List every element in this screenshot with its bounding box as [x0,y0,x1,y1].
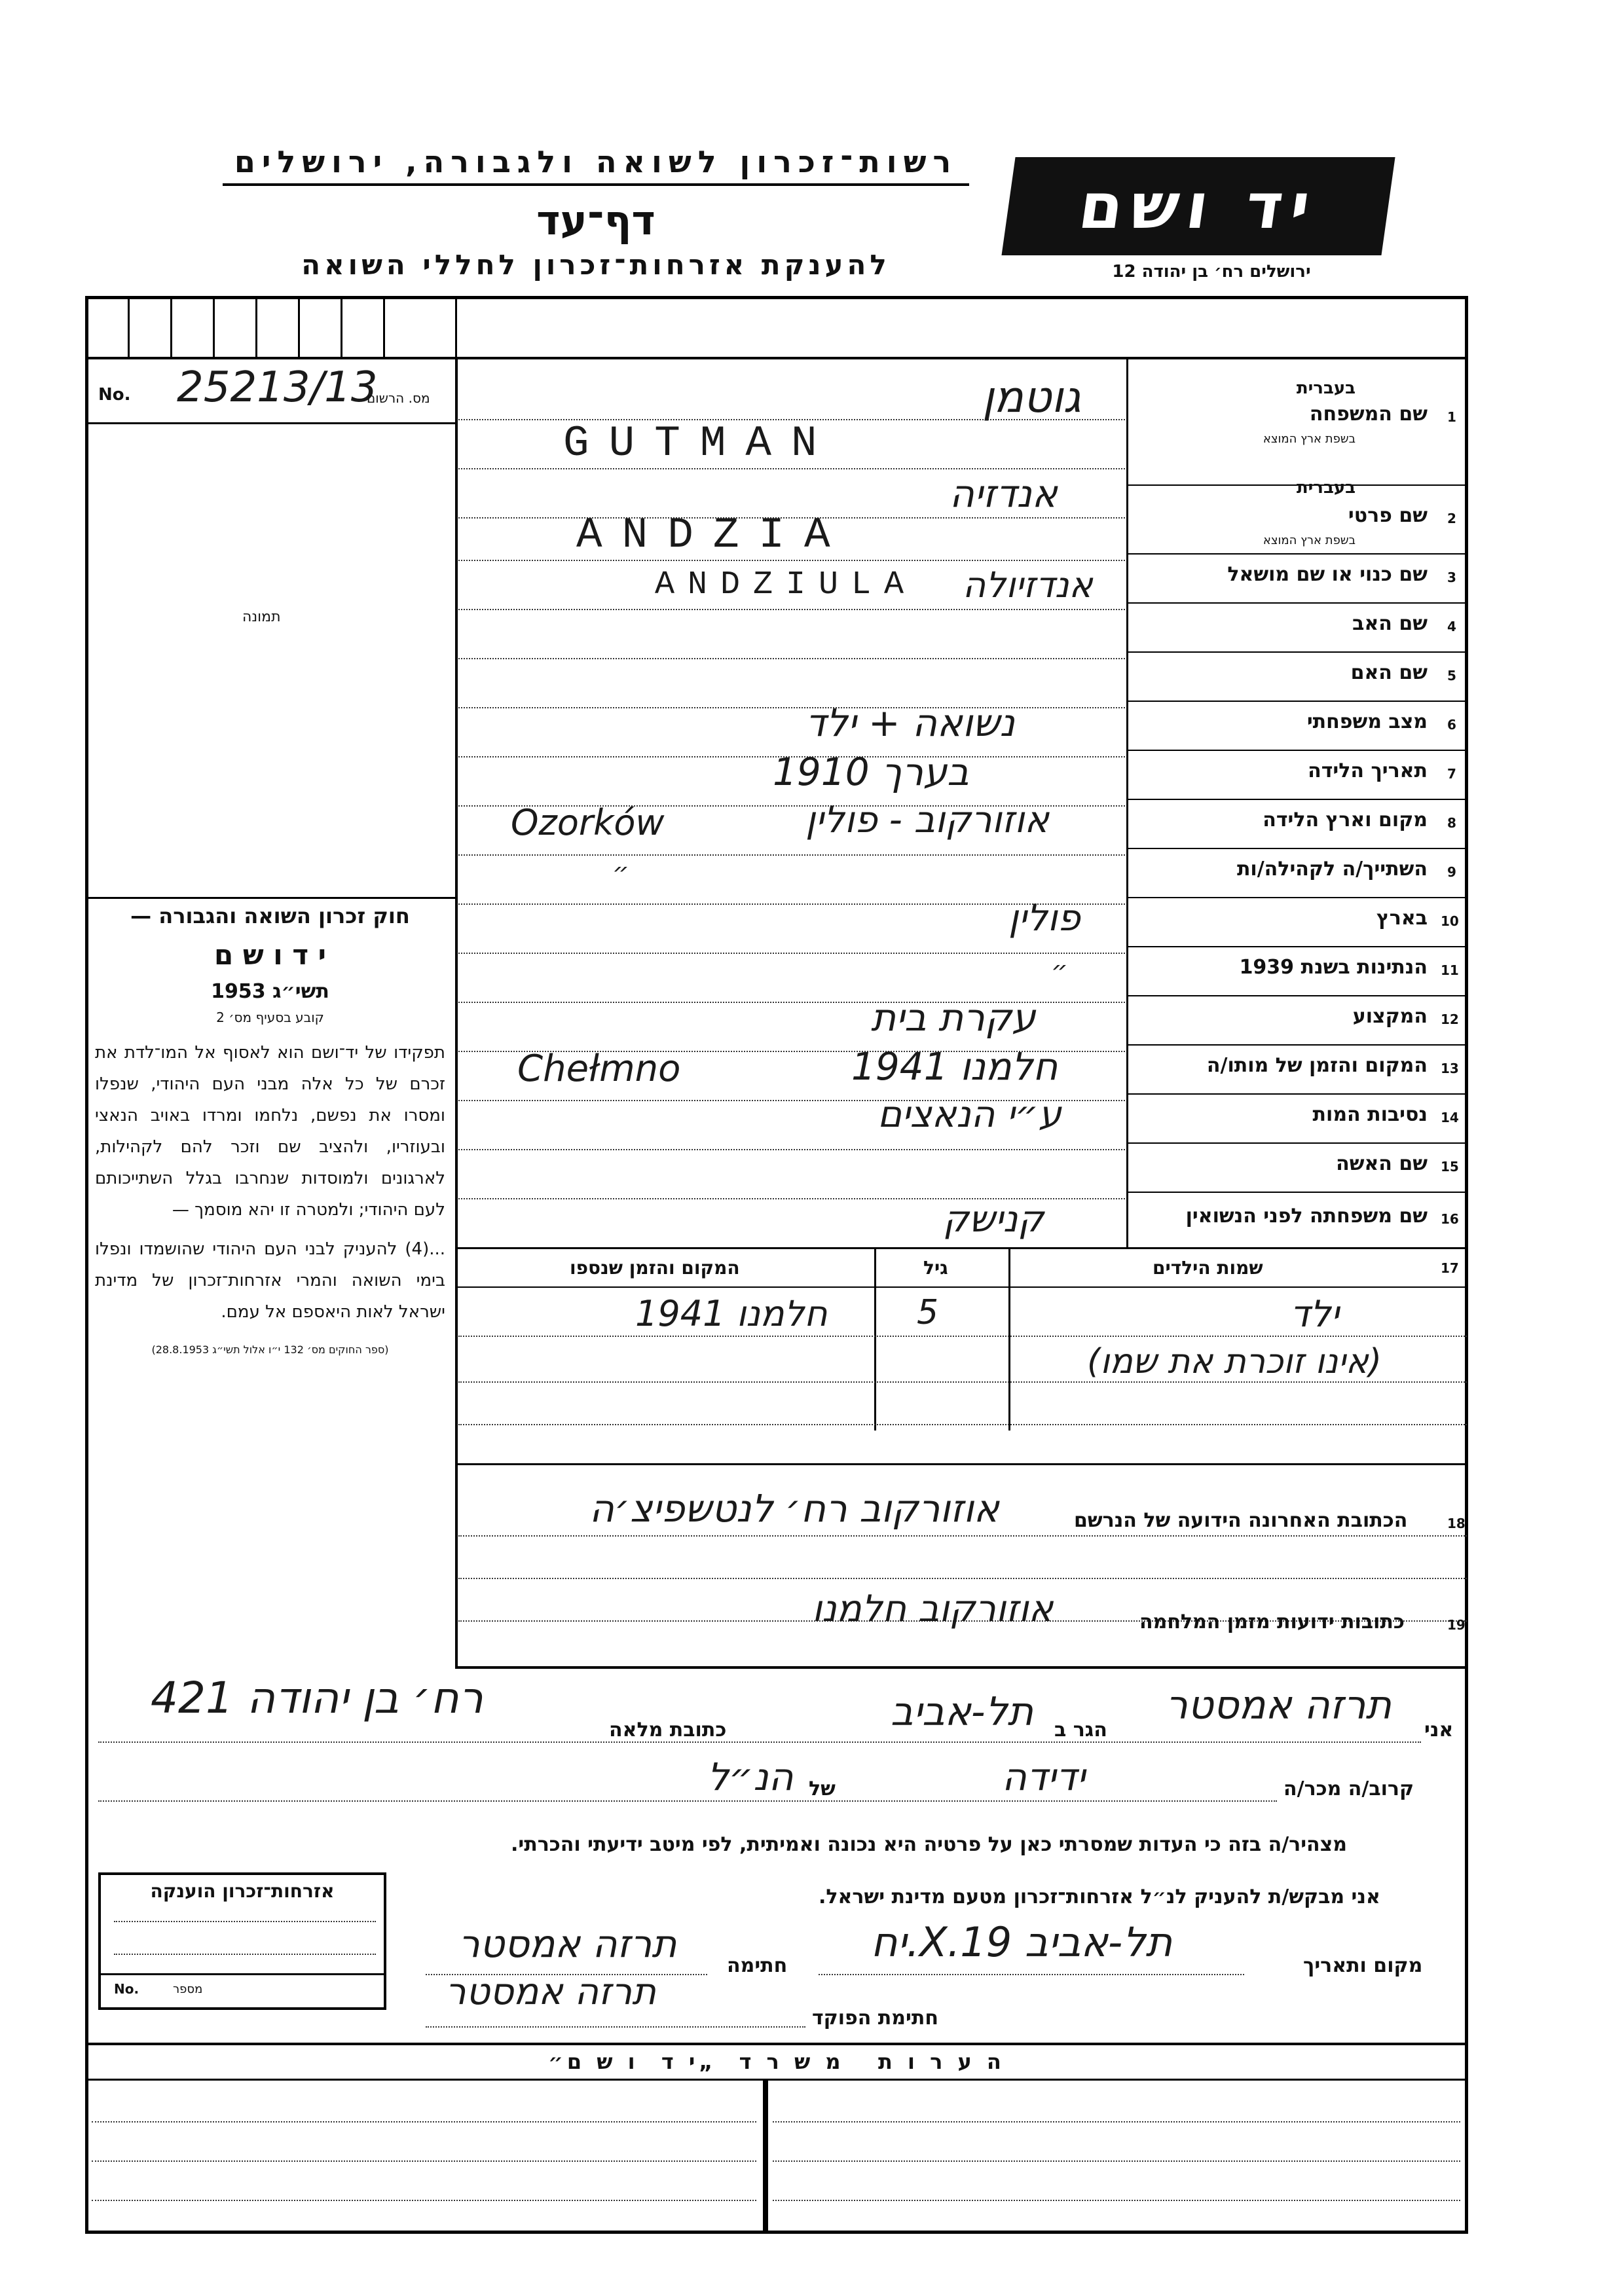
field-10-number: 10 [1441,913,1459,929]
field-5-number: 5 [1447,668,1456,683]
field-6-number: 6 [1447,717,1456,733]
decl-relative-label: קרוב/ה מכר/ה [1283,1777,1414,1800]
field-12-label: המקצוע [1352,1005,1428,1028]
field-13-value: חלמנו 1941 [851,1044,1058,1089]
certificate-number-label-en: No. [114,1981,139,1997]
law-source: (ספר החוקים מס׳ 132 י״ו אלול תשי״ג 28.8.1953) [151,1343,389,1356]
institution-name: רשות־זכרון לשואה ולגבורה, ירושלים [223,144,969,186]
field-18-label: הכתובת האחרונה הידועה של הנרשם [1074,1509,1408,1532]
field-13-number: 13 [1441,1061,1459,1076]
field-7-label: תאריך הלידה [1308,759,1428,782]
certificate-number-label: מספר [173,1982,203,1996]
field-8-value-native: Ozorków [511,802,665,843]
decl-of-name: הנ״ל [707,1755,794,1799]
field-13-value-native: Chełmno [517,1048,681,1090]
field-2-native-label: בשפת ארץ המוצא [1263,534,1356,547]
field-9-number: 9 [1447,864,1456,880]
decl-officer-label: חתימת הפוקד [812,2007,938,2030]
field-9-label: השתייך/ה לקהילה/ות [1236,858,1428,881]
decl-address: רח׳ בן יהודה 421 [151,1673,483,1723]
field-11-label: הנתינות בשנת 1939 [1239,956,1428,979]
field-3-value-hebrew: אנדזיולה [963,564,1093,606]
field-2-hebrew-label: בעברית [1296,478,1356,498]
decl-of-label: של [809,1777,836,1800]
field-6-value: נשואה + ילד [805,701,1015,745]
field-7-number: 7 [1447,766,1456,782]
field-2-number: 2 [1447,511,1456,526]
children-col-age: גיל [923,1257,948,1279]
field-3-value-native: ANDZIULA [655,566,917,604]
field-8-label: מקום וארץ הלידה [1263,809,1428,831]
field-1-hebrew-label: בעברית [1296,378,1356,398]
field-2-value-native: ANDZIA [576,511,850,560]
notes-title: ה ע ר ו ת מ ש ר ד „י ד ו ש ם״ [548,2049,1005,2074]
field-14-label: נסיבות המות [1312,1103,1428,1126]
field-2-label: שם פרטי [1348,504,1428,527]
law-block [95,903,445,1356]
field-16-number: 16 [1441,1211,1459,1227]
children-col-place: המקום והזמן שנספו [570,1257,740,1279]
field-1-number: 1 [1447,409,1456,425]
decl-i-label: אני [1424,1719,1454,1741]
law-paragraph-1: תפקידו של יד־ושם הוא לאסוף אל המו־לדת את זכרם של כל אלה מבני העם היהודי, שנפלו ומסרו את נפשם, נלחמו ומרדו באויב הנאצי ובעוזריו, ולהציב שם וזכר להם לקהילות, לארגונים ולמוסדות שנחרבו בגלל השתייכותם לעם היהודי; ולמטרה זו יהא מוסמך — [95,1043,445,1220]
field-9-value: ״ [612,858,629,888]
field-1-value-native: GUTMAN [563,419,837,468]
field-4-label: שם האב [1352,612,1428,635]
law-name: י ד ו ש ם [213,939,327,971]
field-19-number: 19 [1447,1617,1466,1633]
field-18-value: אוזורקוב רח׳ לנטשפיצ׳ה [589,1486,999,1531]
yad-vashem-address: ירושלים רח׳ בן יהודה 12 [1112,262,1311,282]
decl-city: תל-אביב [891,1689,1034,1735]
children-col-names: שמות הילדים [1153,1257,1263,1279]
decl-place-date: תל-אביב 19.X.יח [871,1918,1173,1966]
field-10-label: בארץ [1376,907,1428,930]
logo-text: יד ושם [1074,170,1323,243]
law-section: קובע בסעיף מס׳ 2 [216,1010,324,1025]
decl-relation: ידידה [1002,1755,1086,1799]
law-paragraph-2: ...(4) להעניק לבני העם היהודי שהושמדו ונפלו בימי השואה והמרי אזרחות־זכרון של מדינת ישראל לאות היאספם אל עמם. [95,1239,445,1322]
field-14-number: 14 [1441,1110,1459,1125]
field-1-native-label: בשפת ארץ המוצא [1263,432,1356,446]
registration-label-he: מס. הרשום [367,390,430,406]
certificate-box-title: אזרחות־זכרון הוענקה [150,1880,335,1902]
law-year: תשי״ג 1953 [211,980,329,1003]
field-6-label: מצב משפחתי [1306,710,1428,733]
decl-name: תרזה אמסטר [1166,1683,1392,1728]
registration-number: 25213/13 [177,363,378,412]
child-1-age: 5 [917,1293,939,1332]
decl-address-label: כתובת מלאה [609,1719,727,1741]
field-16-label: שם משפחתה לפני הנשואין [1185,1205,1428,1228]
field-10-value: פולין [1008,897,1080,939]
decl-statement-1: מצהיר/ה בזה כי העדות שמסרתי כאן על פרטיה היא נכונה ואמיתית, לפי מיטב ידיעתי והכרתי. [511,1833,1347,1856]
field-7-value: בערך 1910 [773,750,969,794]
field-14-value: ע״י הנאצים [877,1093,1061,1136]
child-2-name: (אינו זוכרת את שמו) [1087,1342,1382,1381]
decl-signature: תרזה אמסטר [458,1922,677,1966]
yad-vashem-logo [1001,157,1395,255]
decl-living-label: הגר ב [1054,1719,1107,1741]
field-1-label: שם המשפחה [1309,403,1428,426]
children-number: 17 [1441,1260,1459,1276]
decl-statement-2: אני מבקש/ת להעניק לנ״ל אזרחות־זכרון מטעם מדינת ישראל. [819,1886,1380,1908]
field-8-number: 8 [1447,815,1456,831]
field-15-number: 15 [1441,1159,1459,1175]
registration-label-en: No. [98,385,131,405]
form-subtitle: להענקת אזרחות־זכרון לחללי השואה [301,249,891,281]
field-2-value-hebrew: אנדזיה [950,471,1058,516]
field-1-value-hebrew: גוטמן [982,372,1081,422]
decl-place-date-label: מקום ותאריך [1303,1954,1423,1977]
field-18-number: 18 [1447,1516,1466,1531]
child-1-name: ילד [1290,1293,1339,1336]
form-title: דף־עד [536,196,655,244]
field-12-value: עקרת בית [871,995,1036,1040]
decl-signature-label: חתימה [727,1954,788,1977]
field-19-value: אוזורקוב חלמנו [812,1588,1054,1630]
field-11-value: ״ [1051,956,1068,986]
field-13-label: המקום והזמן של מותו/ה [1206,1054,1428,1077]
decl-officer-signature: תרזה אמסטר [445,1971,656,2013]
field-8-value: אוזורקוב - פולין [805,799,1049,841]
certificate-box [98,1872,386,2010]
photo-label: תמונה [242,609,281,625]
field-3-label: שם כנוי או שם מושאל [1227,563,1428,586]
field-19-label: כתובות ידועות מזמן המלחמה [1139,1611,1405,1633]
field-12-number: 12 [1441,1011,1459,1027]
field-15-label: שם האשה [1336,1152,1428,1175]
field-3-number: 3 [1447,570,1456,585]
field-5-label: שם האם [1350,661,1428,684]
field-4-number: 4 [1447,619,1456,634]
law-title: חוק זכרון השואה והגבורה — [130,903,410,928]
field-16-value: קנישק [943,1198,1044,1241]
child-1-place: חלמנו 1941 [635,1293,828,1334]
field-11-number: 11 [1441,962,1459,978]
